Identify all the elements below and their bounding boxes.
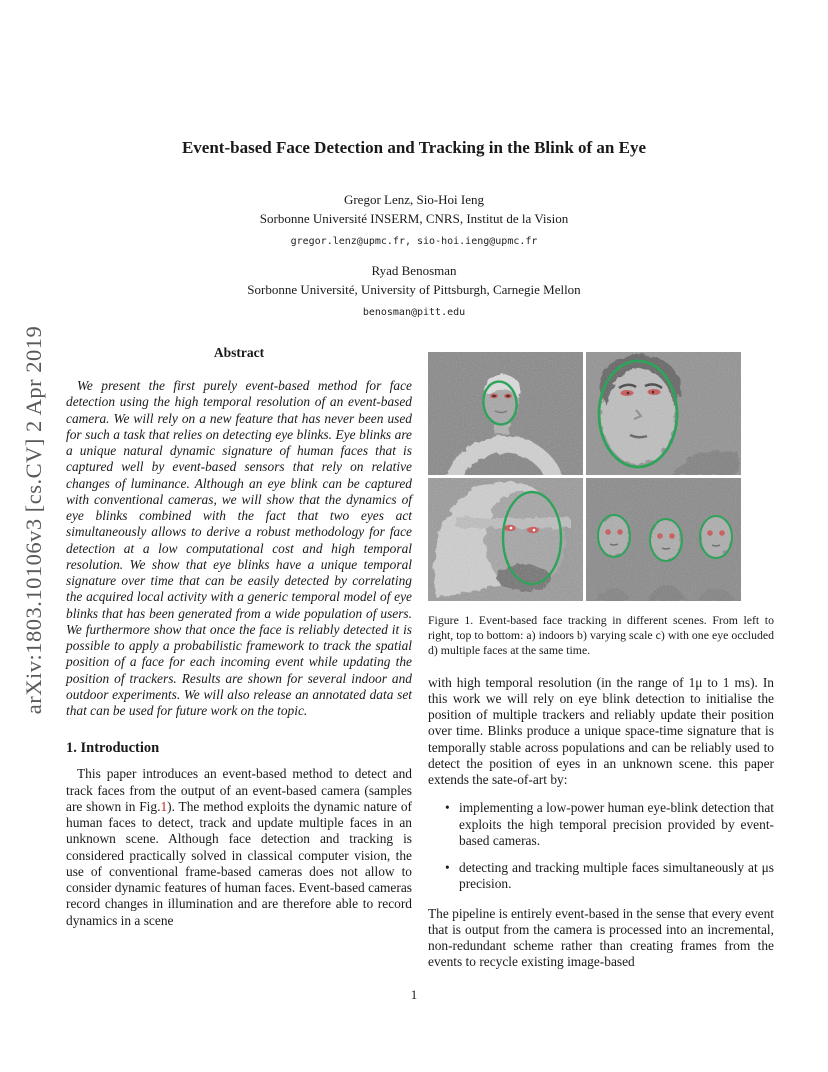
author-names: Gregor Lenz, Sio-Hoi Ieng bbox=[343, 192, 485, 207]
page-number: 1 bbox=[410, 987, 418, 1002]
author-emails: gregor.lenz@upmc.fr, sio-hoi.ieng@upmc.fr bbox=[290, 236, 538, 247]
left-column bbox=[66, 345, 412, 929]
column2-paragraph-2: The pipeline is entirely event-based in the sense that every event that is output from the camera is processed into an incremental, non-redundant scheme rather than creating frames from the events to recycle existing image-based bbox=[428, 905, 774, 970]
introduction-paragraph bbox=[66, 766, 412, 929]
abstract-heading: Abstract bbox=[213, 345, 265, 360]
introduction-text-before-ref: This paper introduces an event-based method to detect and track faces from the output of an event-based camera (samples are shown in Fig. bbox=[66, 766, 412, 814]
column2-paragraph-1: with high temporal resolution (in the range of 1μ to 1 ms). In this work we will rely on eye blink detection to initialise the position of multiple trackers and reliably update their position over time. Blinks produce a unique space-time signature that is temporally stable across populations and can be reliably used to detect the position of eyes in an unknown scene. this paper extends the sate-of-art by: bbox=[428, 674, 774, 788]
author-affiliation: Sorbonne Université INSERM, CNRS, Institut de la Vision bbox=[259, 211, 569, 226]
contribution-item-2: • detecting and tracking multiple faces simultaneously at μs precision. bbox=[459, 860, 774, 893]
contribution-item-1: • implementing a low-power human eye-blink detection that exploits the high temporal precision provided by event-based cameras. bbox=[459, 800, 774, 849]
author-emails: benosman@pitt.edu bbox=[362, 307, 466, 318]
figure1-panel-c bbox=[428, 478, 583, 601]
arxiv-watermark: arXiv:1803.10106v3 [cs.CV] 2 Apr 2019 bbox=[21, 325, 46, 715]
figure1-panel-a bbox=[428, 352, 583, 475]
right-column bbox=[428, 352, 774, 971]
introduction-text-after-ref: ). The method exploits the dynamic nature of human faces to detect, track and update multiple faces in an unknown scene. Although face detection and tracking is considered practically solved in classical computer vision, the use of conventional frame-based cameras does not allow to consider dynamic features of human faces. Event-based cameras record changes in illumination and are therefore able to record dynamics in a scene bbox=[66, 798, 412, 928]
abstract-text: We present the first purely event-based method for face detection using the high temporal resolution of an event-based camera. We will rely on a new feature that has never been used for such a task that relies on detecting eye blinks. Eye blinks are a unique natural dynamic signature of human faces that is captured well by event-based sensors that rely on relative changes of luminance. Although an eye blink can be captured with conventional cameras, we will show that the dynamics of eye blinks combined with the fact that two eyes act simultaneously allows to derive a robust methodology for face detection at a low computational cost and high temporal resolution. We show that eye blinks have a unique temporal signature over time that can be easily detected by correlating the acquired local activity with a generic temporal model of eye blinks that has been generated from a wide population of users. We furthermore show that once the face is reliably detected it is possible to apply a probabilistic framework to track the spatial position of a face for each incoming event while updating the position of trackers. Results are shown for several indoor and outdoor experiments. We will also release an annotated data set that can be used for future work on the topic. bbox=[66, 378, 412, 718]
paper-title: Event-based Face Detection and Tracking in the Blink of an Eye bbox=[181, 138, 647, 157]
introduction-heading: 1. Introduction bbox=[66, 740, 160, 757]
author-block-2 bbox=[0, 262, 828, 319]
contribution-list bbox=[428, 800, 774, 892]
author-affiliation: Sorbonne Université, University of Pittsburgh, Carnegie Mellon bbox=[247, 282, 581, 297]
figure1-image bbox=[428, 352, 741, 601]
author-block-1 bbox=[0, 191, 828, 248]
author-section bbox=[0, 191, 828, 319]
figure1-panel-b bbox=[586, 352, 741, 475]
figure1-caption: Figure 1. Event-based face tracking in different scenes. From left to right, top to bottom: a) indoors b) varying scale c) with one eye occluded d) multiple faces at the same time. bbox=[428, 613, 774, 657]
figure1-panel-d bbox=[586, 478, 741, 601]
author-names: Ryad Benosman bbox=[371, 263, 457, 278]
figure1-reference-link[interactable]: 1 bbox=[160, 798, 168, 814]
